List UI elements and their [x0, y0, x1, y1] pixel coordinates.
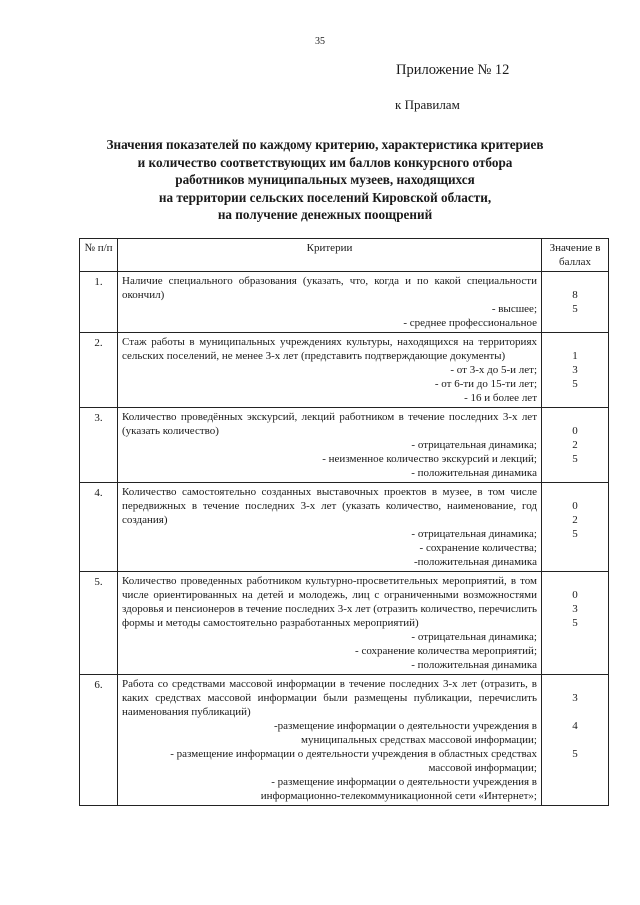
- score-value: 1: [572, 350, 578, 362]
- criterion-option: - высшее;: [491, 303, 537, 315]
- criterion-description: Стаж работы в муниципальных учреждениях культуры, находящихся на территориях сельских поселений, не менее 3-х лет (представить подтверждающие документы): [122, 336, 537, 362]
- score-value: 5: [572, 453, 578, 465]
- score-value: 0: [572, 425, 578, 437]
- header-score: Значение в баллах: [542, 239, 609, 272]
- row-scores: [542, 483, 609, 572]
- table-row: [80, 572, 609, 675]
- table-row: [80, 333, 609, 408]
- row-criteria: [118, 572, 542, 675]
- document-title: [60, 136, 590, 224]
- criterion-option: - положительная динамика: [411, 467, 537, 479]
- header-num: № п/п: [80, 239, 118, 272]
- criterion-option: - сохранение количества;: [419, 542, 537, 554]
- row-criteria: [118, 675, 542, 806]
- row-number: 5.: [80, 572, 118, 675]
- criterion-option: - отрицательная динамика;: [411, 528, 537, 540]
- title-line: на территории сельских поселений Кировской области,: [158, 189, 492, 205]
- row-scores: [542, 408, 609, 483]
- criterion-option: - неизменное количество экскурсий и лекций;: [322, 453, 537, 465]
- criterion-description: Количество проведенных работником культурно-просветительных мероприятий, в том числе ориентированных на детей и молодежь, лиц с ограниченными возможностями здоровья и пенсионеров в течение последних 3-х лет (отразить количество, перечислить формы и методы самостоятельно разработанных мероприятий): [122, 575, 537, 629]
- appendix-sub: к Правилам: [395, 97, 460, 112]
- criterion-description: Количество проведённых экскурсий, лекций работником в течение последних 3-х лет (указать количество): [122, 411, 537, 437]
- score-value: 3: [572, 692, 578, 704]
- title-line: работников муниципальных музеев, находящихся: [175, 172, 475, 187]
- criterion-description: Количество самостоятельно созданных выставочных проектов в музее, в том числе передвижных в течение последних 3-х лет (указать количество, наименование, год создания): [122, 486, 537, 526]
- criterion-option: - размещение информации о деятельности учреждения в информационно-телекоммуникационной сети «Интернет»;: [260, 776, 537, 802]
- table-row: [80, 483, 609, 572]
- row-number: 6.: [80, 675, 118, 806]
- appendix-label: Приложение № 12: [396, 62, 510, 78]
- row-number: 4.: [80, 483, 118, 572]
- row-scores: [542, 675, 609, 806]
- row-number: 3.: [80, 408, 118, 483]
- row-number: 2.: [80, 333, 118, 408]
- score-value: 5: [572, 528, 578, 540]
- table-row: [80, 408, 609, 483]
- criteria-table: [79, 238, 609, 806]
- row-criteria: [118, 408, 542, 483]
- criterion-option: -положительная динамика: [413, 556, 537, 568]
- score-value: 5: [572, 617, 578, 629]
- score-value: 5: [572, 303, 578, 315]
- score-value: 0: [572, 500, 578, 512]
- score-value: 3: [572, 603, 578, 615]
- criterion-option: - от 6-ти до 15-ти лет;: [434, 378, 537, 390]
- row-scores: [542, 272, 609, 333]
- score-value: 5: [572, 748, 578, 760]
- score-value: 0: [572, 589, 578, 601]
- score-value: 8: [572, 289, 578, 301]
- score-value: 3: [572, 364, 578, 376]
- score-value: 4: [572, 720, 578, 732]
- table-row: [80, 272, 609, 333]
- criterion-option: -размещение информации о деятельности учреждения в муниципальных средствах массовой информации;: [274, 720, 537, 746]
- table-row: [80, 675, 609, 806]
- criterion-option: - отрицательная динамика;: [411, 631, 537, 643]
- title-line: на получение денежных поощрений: [217, 207, 433, 222]
- page-number: 35: [315, 36, 325, 47]
- row-criteria: [118, 483, 542, 572]
- criterion-option: - 16 и более лет: [464, 392, 537, 404]
- score-value: 2: [572, 439, 578, 451]
- header-criteria: Критерии: [118, 239, 542, 272]
- criterion-option: - положительная динамика: [411, 659, 537, 671]
- row-criteria: [118, 333, 542, 408]
- criterion-option: - размещение информации о деятельности учреждения в областных средствах массовой информации;: [170, 748, 537, 774]
- criterion-option: - среднее профессиональное: [403, 317, 537, 329]
- criterion-description: Наличие специального образования (указать, что, когда и по какой специальности окончил): [122, 275, 537, 301]
- criterion-option: - от 3-х до 5-и лет;: [450, 364, 537, 376]
- title-line: и количество соответствующих им баллов конкурсного отбора: [137, 154, 513, 170]
- criterion-description: Работа со средствами массовой информации в течение последних 3-х лет (отразить, в каких средствах массовой информации были размещены публикации, перечислить наименования публикаций): [122, 678, 537, 718]
- score-value: 2: [572, 514, 578, 526]
- criterion-option: - отрицательная динамика;: [411, 439, 537, 451]
- row-number: 1.: [80, 272, 118, 333]
- row-scores: [542, 333, 609, 408]
- score-value: 5: [572, 378, 578, 390]
- criterion-option: - сохранение количества мероприятий;: [355, 645, 537, 657]
- table-header-row: [80, 239, 609, 272]
- row-scores: [542, 572, 609, 675]
- row-criteria: [118, 272, 542, 333]
- title-line: Значения показателей по каждому критерию, характеристика критериев: [106, 137, 544, 152]
